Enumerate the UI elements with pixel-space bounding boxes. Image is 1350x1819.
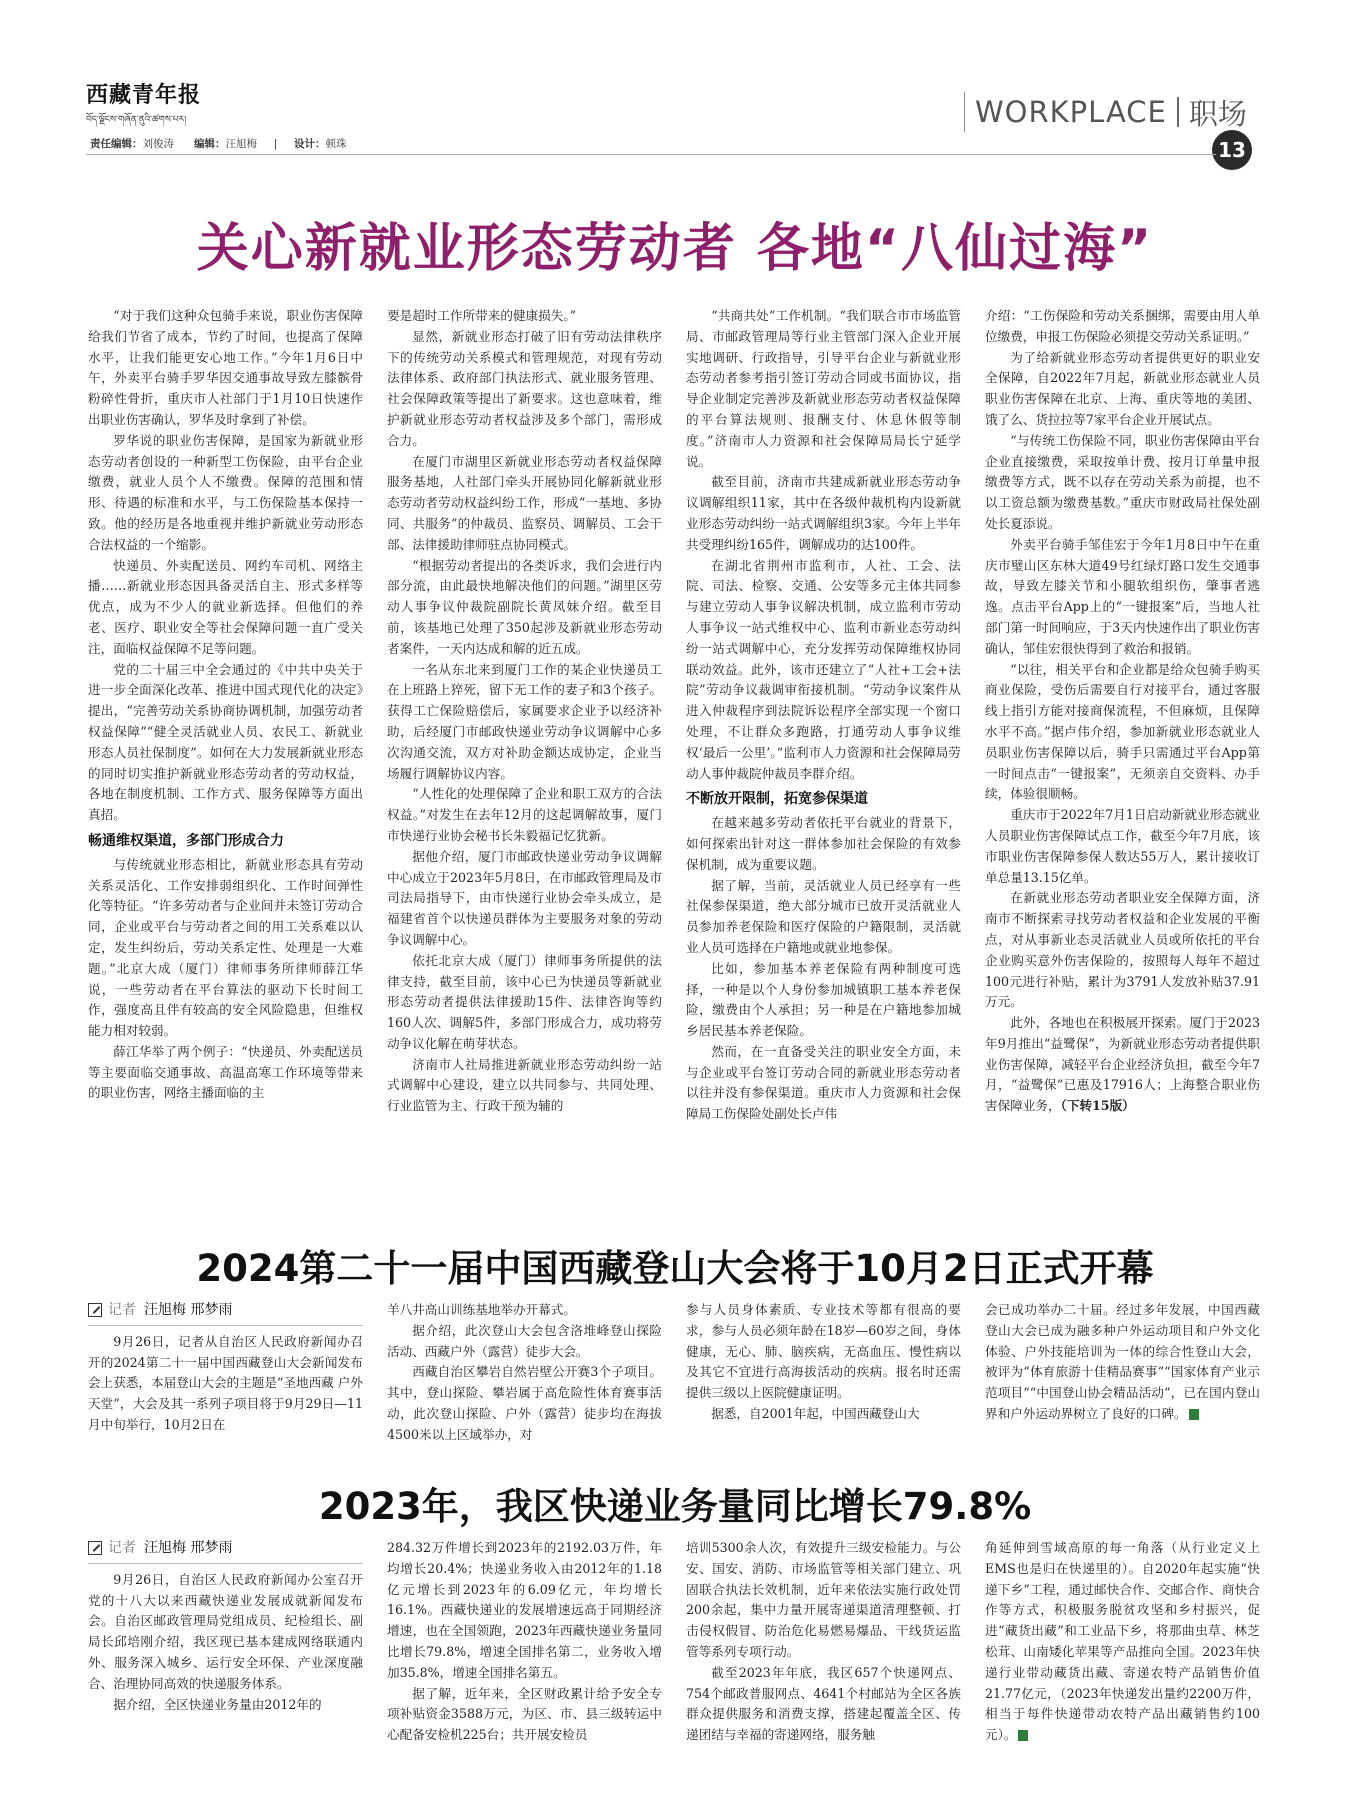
paragraph: 据介绍，此次登山大会包含洛堆峰登山探险活动、西藏户外（露营）徒步大会。 — [387, 1322, 662, 1359]
paragraph: “对于我们这种众包骑手来说，职业伤害保障给我们节省了成本，节约了时间，也提高了保障水平，让我们能更安心地工作。”今年1月6日中午，外卖平台骑手罗华因交通事故导致左膝髌骨粉碎性骨折，重庆市人社部门于1月10日快速作出职业伤害确认，罗华及时拿到了补偿。 — [88, 308, 363, 427]
paragraph: 重庆市于2022年7月1日启动新就业形态就业人员职业伤害保障试点工作，截至今年7月底，该市职业伤害保障参保人数达55万人，累计接收订单总量13.15亿单。 — [985, 807, 1260, 885]
credits-line — [90, 136, 1190, 151]
section-english: WORKPLACE — [975, 95, 1167, 129]
paragraph: 与传统就业形态相比，新就业形态具有劳动关系灵活化、工作安排弱组织化、工作时间弹性化等特征。“许多劳动者与企业间并未签订劳动合同，企业或平台与劳动者之间的用工关系难以认定，发生纠纷后，劳动关系定性、处理是一大难题。”北京大成（厦门）律师事务所律师薛江华说，一些劳动者在平台算法的驱动下长时间工作，强度高且伴有较高的安全风险隐患，但维权能力相对较弱。 — [88, 856, 363, 1039]
paragraph: 参与人员身体素质、专业技术等都有很高的要求，参与人员必须年龄在18岁—60岁之间，身体健康，无心、肺、脑疾病，无高血压、慢性病以及其它不宜进行高海拔活动的疾病。报名时还需提供三级以上医院健康证明。 — [686, 1302, 961, 1401]
byline-label: 记者 — [108, 1302, 136, 1318]
editor: 汪旭梅 — [225, 138, 258, 150]
story3-column-3 — [686, 1538, 961, 1746]
paragraph: 依托北京大成（厦门）律师事务所提供的法律支持，截至目前，该中心已为快递员等新就业形态劳动者提供法律援助15件、法律咨询等约160人次、调解5件，多部门形成合力，成功将劳动争议化解在萌芽状态。 — [387, 952, 662, 1051]
paragraph: 据悉，自2001年起，中国西藏登山大 — [711, 1405, 920, 1421]
story2-column-4 — [985, 1300, 1260, 1446]
paragraph: 据了解，当前，灵活就业人员已经享有一些社保参保渠道，绝大部分城市已放开灵活就业人员参加养老保险和医疗保险的户籍限制，灵活就业人员可选择在户籍地或就业地参保。 — [686, 877, 961, 955]
pen-icon — [88, 1303, 102, 1317]
paragraph: 284.32万件增长到2023年的2192.03万件，年均增长20.4%；快递业务收入由2012年的1.18亿元增长到2023年的6.09亿元，年均增长16.1%。西藏快递业的发展增速远高于同期经济增速，也在全国领跑，2023年西藏快递业务量同比增长79.8%，增速全国排名第二，业务收入增加35.8%，增速全国排名第五。 — [387, 1540, 662, 1680]
story3-headline: 2023年，我区快递业务量同比增长79.8% — [318, 1485, 1032, 1528]
paragraph: 据了解，近年来，全区财政累计给予安全专项补贴资金3588万元，为区、市、县三级转运中心配备安检机225台；共开展安检员 — [387, 1685, 662, 1743]
paragraph: 比如，参加基本养老保险有两种制度可选择，一种是以个人身份参加城镇职工基本养老保险，缴费由个人承担；另一种是在户籍地参加城乡居民基本养老保险。 — [686, 960, 961, 1039]
story3-byline — [88, 1538, 363, 1564]
paragraph: 在越来越多劳动者依托平台就业的背景下，如何探索出针对这一群体参加社会保险的有效参保机制，成为重要议题。 — [686, 815, 961, 872]
paragraph-text: 角延伸到雪域高原的每一角落（从行业定义上EMS也是归在快递里的）。自2020年起实施“快递下乡”工程，通过邮快合作、交邮合作、商快合作等方式，积极服务脱贫攻坚和乡村振兴，促进“藏货出藏”和工业品下乡，将那曲虫草、林芝松茸、山南矮化苹果等产品推向全国。2023年快递行业带动藏货出藏、寄递农特产品销售价值21.77亿元，（2023年快递发出量约2200万件，相当于每件快递带动农特产品出藏销售约100元）。 — [985, 1540, 1260, 1743]
lead-column-1 — [88, 306, 363, 1125]
paragraph-text: 此外，各地也在积极展开探索。厦门于2023年9月推出“益鹭保”，为新就业形态劳动者提供职业伤害保障，减轻平台企业经济负担，截至今年7月，“益鹭保”已惠及17916人；上海整合职业伤害保障业务， — [985, 1015, 1260, 1114]
paragraph: 然而，在一直备受关注的职业安全方面，未与企业或平台签订劳动合同的新就业形态劳动者以往并没有参保渠道。重庆市人力资源和社会保障局工伤保险处副处长卢伟 — [686, 1043, 961, 1122]
subheading: 畅通维权渠道，多部门形成合力 — [88, 832, 284, 849]
paragraph: 9月26日，记者从自治区人民政府新闻办召开的2024第二十一届中国西藏登山大会新闻发布会上获悉，本届登山大会的主题是“圣地西藏 户外天堂”，大会及其一系列子项目将于9月29日—11月中旬举行，10月2日在 — [88, 1333, 363, 1432]
paragraph: 在湖北省荆州市监利市，人社、工会、法院、司法、检察、交通、公安等多元主体共同参与建立劳动人事争议解决机制，成立监利市劳动人事争议一站式维权中心、监利市新业态劳动纠纷一站式调解中心，充分发挥劳动保障维权协同联动效益。此外，该市还建立了“人社+工会+法院”劳动争议裁调审衔接机制。“劳动争议案件从进入仲裁程序到法院诉讼程序全部实现一个窗口处理，不让群众多跑路，打通劳动人事争议维权‘最后一公里’。”监利市人力资源和社会保障局劳动人事仲裁院仲裁员李群介绍。 — [686, 557, 961, 781]
editor-label: 编辑： — [194, 138, 226, 150]
lead-column-2 — [387, 306, 662, 1125]
lead-headline: 关心新就业形态劳动者 各地“八仙过海” — [196, 219, 1154, 279]
byline-names: 汪旭梅 邢梦雨 — [144, 1302, 233, 1318]
paragraph — [985, 1300, 1260, 1425]
story2-column-2 — [387, 1300, 662, 1446]
byline-names: 汪旭梅 邢梦雨 — [144, 1540, 233, 1556]
paragraph: 一名从东北来到厦门工作的某企业快递员工在上班路上猝死，留下无工作的妻子和3个孩子。获得工亡保险赔偿后，家属要求企业予以经济补助，后经厦门市邮政快递业劳动争议调解中心多次沟通交流，双方对补助金额达成协定，企业当场履行调解协议内容。 — [387, 661, 662, 781]
paragraph — [985, 1013, 1260, 1117]
story3-columns — [88, 1538, 1260, 1746]
paragraph: 济南市人社局推进新就业形态劳动纠纷一站式调解中心建设，建立以共同参与、共同处理、行业监管为主、行政干预为辅的 — [387, 1056, 662, 1114]
story2-headline: 2024第二十一届中国西藏登山大会将于10月2日正式开幕 — [196, 1247, 1154, 1290]
paragraph: 罗华说的职业伤害保障，是国家为新就业形态劳动者创设的一种新型工伤保险，由平台企业缴费，就业人员个人不缴费。保障的范围和情形、待遇的标准和水平，与工伤保险基本保持一致。他的经历是各地重视并维护新就业劳动形态合法权益的一个缩影。 — [88, 432, 363, 552]
continued-note: （下转15版） — [1060, 1098, 1135, 1114]
story3-column-4 — [985, 1538, 1260, 1746]
newspaper-name-tibetan: བོད་ལྗོངས་གཞོན་ནུའི་ཚགས་པར། — [86, 115, 187, 125]
story2-columns — [88, 1300, 1260, 1446]
lead-columns — [88, 306, 1260, 1125]
lead-column-3 — [686, 306, 961, 1125]
designer: 顿珠 — [325, 138, 347, 150]
paragraph: 培训5300余人次，有效提升三级安检能力。与公安、国安、消防、市场监管等相关部门建立、巩固联合执法长效机制，近年来依法实施行政处罚200余起，集中力量开展寄递渠道清理整顿、打击侵权假冒、防治危化易燃易爆品、干线货运监管等系列专项行动。 — [686, 1540, 961, 1659]
paragraph: 截至2023年年底，我区657个快递网点、754个邮政普服网点、4641个村邮站为全区各族群众提供服务和消费支撑，搭建起覆盖全区、传递团结与幸福的寄递网络，服务触 — [686, 1664, 961, 1743]
story2-byline — [88, 1300, 363, 1326]
story3-column-1 — [88, 1538, 363, 1746]
paragraph: “人性化的处理保障了企业和职工双方的合法权益。”对发生在去年12月的这起调解故事，厦门市快递行业协会秘书长朱毅福记忆犹新。 — [387, 786, 662, 843]
editor-in-charge: 刘俊涛 — [142, 138, 174, 150]
paragraph: “与传统工伤保险不同，职业伤害保障由平台企业直接缴费，采取按单计费、按月订单量申报缴费等方式，既不以存在劳动关系为前提，也不以工资总额为缴费基数。”重庆市财政局社保处副处长夏添说。 — [985, 432, 1260, 531]
paragraph: “根据劳动者提出的各类诉求，我们会进行内部分流，由此最快地解决他们的问题。”湖里区劳动人事争议仲裁院副院长黄凤妹介绍。截至目前，该基地已处理了350起涉及新就业形态劳动者案件，一天内达成和解的近五成。 — [387, 557, 662, 656]
paragraph: 为了给新就业形态劳动者提供更好的职业安全保障，自2022年7月起，新就业形态就业人员职业伤害保障在北京、上海、重庆等地的美团、饿了么、货拉拉等7家平台企业开展试点。 — [985, 349, 1260, 427]
paragraph — [985, 1538, 1260, 1746]
paragraph: 在厦门市湖里区新就业形态劳动者权益保障服务基地，人社部门牵头开展协同化解新就业形态劳动者劳动权益纠纷工作，形成“一基地、多协同、共服务”的仲裁员、监察员、调解员、工会干部、法律援助律师驻点协同模式。 — [387, 453, 662, 552]
design-label: 设计： — [293, 138, 326, 150]
section-divider — [1177, 97, 1179, 127]
paragraph: “共商共处”工作机制。“我们联合市市场监管局、市邮政管理局等行业主管部门深入企业开展实地调研、行政指导，引导平台企业与新就业形态劳动者参考指引签订劳动合同或书面协议，指导企业制定完善涉及新就业形态劳动者权益保障的平台算法规则、报酬支付、休息休假等制度。”济南市人力资源和社会保障局局长宁延学说。 — [686, 308, 961, 469]
story2-column-3 — [686, 1300, 961, 1446]
paragraph: 党的二十届三中全会通过的《中共中央关于进一步全面深化改革、推进中国式现代化的决定》提出，“完善劳动关系协商协调机制，加强劳动者权益保障”“健全灵活就业人员、农民工、新就业形态人员社保制度”。如何在大力发展新就业形态的同时切实推护新就业形态劳动者的劳动权益，各地在制度机制、工作方式、服务保障等方面出真招。 — [88, 661, 363, 823]
pen-icon — [88, 1541, 102, 1555]
paragraph: 据他介绍，厦门市邮政快递业劳动争议调解中心成立于2023年5月8日，在市邮政管理局及市司法局指导下，由市快递行业协会牵头成立，是福建省首个以快递员群体为主要服务对象的劳动争议调解中心。 — [387, 848, 662, 947]
paragraph: 据介绍，全区快递业务量由2012年的 — [113, 1696, 322, 1712]
page-number: 13 — [1212, 130, 1252, 170]
editor-in-charge-label: 责任编辑： — [90, 138, 143, 150]
byline-label: 记者 — [108, 1540, 136, 1556]
paragraph: 快递员、外卖配送员、网约车司机、网络主播……新就业形态因具备灵活自主、形式多样等优点，成为不少人的就业新选择。但他们的养老、医疗、职业安全等社会保障问题一直广受关注，面临权益保障不足等问题。 — [88, 557, 363, 656]
paragraph: 显然，新就业形态打破了旧有劳动法律秩序下的传统劳动关系模式和管理规范，对现有劳动法律体系、政府部门执法形式、就业服务管理、社会保障政策等提出了新要求。这也意味着，维护新就业形态劳动者权益涉及多个部门，需形成合力。 — [387, 328, 662, 448]
section-chinese: 职场 — [1188, 96, 1247, 131]
paragraph: “以往，相关平台和企业都是给众包骑手购买商业保险，受伤后需要自行对接平台，通过客服线上指引方能对接商保流程，不但麻烦，且保障水平不高。”据卢伟介绍，参加新就业形态就业人员职业伤害保障以后，骑手只需通过平台App第一时间点击“一键报案”，无须亲自交资料、办手续，体验很顺畅。 — [985, 661, 1260, 802]
end-mark-icon — [1189, 1409, 1199, 1420]
credits-divider: | — [273, 138, 278, 150]
newspaper-name: 西藏青年报 — [86, 83, 202, 108]
paragraph: 薛江华举了两个例子：“快递员、外卖配送员等主要面临交通事故、高温高寒工作环境等带来的职业伤害，网络主播面临的主 — [88, 1043, 363, 1101]
paragraph: 介绍：“工伤保险和劳动关系捆绑，需要由用人单位缴费，申报工伤保险必须提交劳动关系证明。” — [985, 308, 1260, 344]
paragraph: 在新就业形态劳动者职业安全保障方面，济南市不断探索寻找劳动者权益和企业发展的平衡点，对从事新业态灵活就业人员或所依托的平台企业购买意外伤害保险的，按照每人每年不超过100元进行补贴，累计为3791人发放补贴37.91万元。 — [985, 890, 1260, 1010]
end-mark-icon — [1018, 1730, 1028, 1741]
section-tag — [964, 92, 1247, 132]
paragraph: 要是超时工作所带来的健康损失。” — [387, 308, 577, 323]
paragraph: 羊八井高山训练基地举办开幕式。 — [387, 1302, 576, 1317]
masthead — [86, 78, 201, 135]
paragraph: 9月26日，自治区人民政府新闻办公室召开党的十八大以来西藏快递业发展成就新闻发布会。自治区邮政管理局党组成员、纪检组长、副局长邱培刚介绍，我区现已基本建成网络联通内外、服务深入城乡、运行安全环保、产业深度融合、治理协同高效的快递服务体系。 — [88, 1571, 363, 1691]
header-rule — [86, 154, 1216, 155]
lead-column-4 — [985, 306, 1260, 1125]
subheading: 不断放开限制，拓宽参保渠道 — [686, 791, 868, 808]
paragraph-text: 会已成功举办二十届。经过多年发展，中国西藏登山大会已成为融多种户外运动项目和户外文化体验、户外技能培训为一体的综合性登山大会，被评为“体育旅游十佳精品赛事”“国家体育产业示范项目”“中国登山协会精品活动”，已在国内登山界和户外运动界树立了良好的口碑。 — [985, 1302, 1260, 1421]
story2-column-1 — [88, 1300, 363, 1446]
story3-column-2 — [387, 1538, 662, 1746]
paragraph: 西藏自治区攀岩自然岩壁公开赛3个子项目。其中，登山探险、攀岩属于高危险性体育赛事活动，此次登山探险、户外（露营）徒步均在海拔4500米以上区域举办，对 — [387, 1364, 662, 1442]
paragraph: 外卖平台骑手邹佳宏于今年1月8日中午在重庆市璧山区东林大道49号红绿灯路口发生交通事故，导致左膝关节和小腿软组织伤，肇事者逃逸。点击平台App上的“一键报案”后，当地人社部门第一时间响应，于3天内快速作出了职业伤害确认，邹佳宏很快得到了救治和报销。 — [985, 536, 1260, 656]
paragraph: 截至目前，济南市共建成新就业形态劳动争议调解组织11家，其中在各级仲裁机构内设新就业形态劳动纠纷一站式调解组织3家。今年上半年共受理纠纷165件，调解成功的达100件。 — [686, 474, 961, 552]
